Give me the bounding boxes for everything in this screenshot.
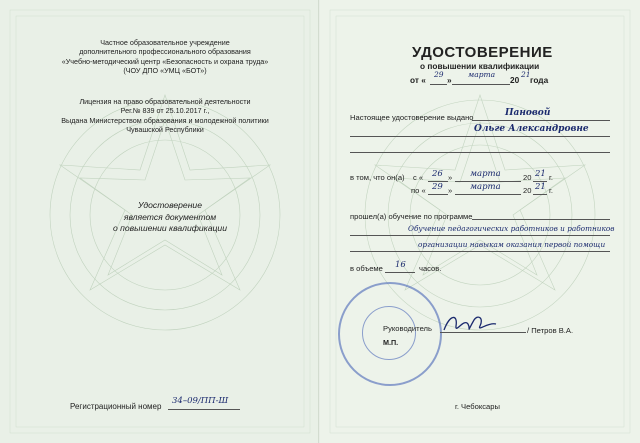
- to-month: марта: [470, 182, 501, 192]
- from-year-abbr: г.: [549, 173, 553, 182]
- surname-underline: [472, 120, 610, 121]
- to-month-underline: [455, 194, 521, 195]
- volume-underline: [385, 272, 415, 273]
- license-line: Рег.№ 839 от 25.10.2017 г.,: [120, 106, 210, 116]
- certificate-title: УДОСТОВЕРЕНИЕ: [412, 44, 553, 61]
- blank-underline: [350, 152, 610, 153]
- from-day: 26: [432, 169, 443, 179]
- license-block: [40, 97, 290, 134]
- date-day-underline: [430, 84, 447, 85]
- registration-label: Регистрационный номер: [70, 402, 162, 411]
- from-label: с «: [413, 173, 424, 182]
- org-line: дополнительного профессионального образования: [79, 47, 251, 57]
- volume-hours: 16: [395, 260, 406, 270]
- license-line: Чувашской Республики: [126, 124, 204, 134]
- from-year: 21: [535, 169, 546, 179]
- to-year-prefix: 20: [523, 186, 532, 195]
- volume-label: в объеме: [350, 264, 383, 273]
- note-line: Удостоверение: [138, 200, 202, 210]
- issued-label: Настоящее удостоверение выдано: [350, 113, 474, 122]
- date-suffix: года: [530, 75, 549, 85]
- certificate-note: [70, 200, 270, 235]
- org-line: (ЧОУ ДПО «УМЦ «БОТ»): [123, 65, 207, 75]
- program-line-2: организации навыкам оказания первой помощи: [418, 240, 606, 249]
- head-name: / Петров В.А.: [527, 326, 574, 335]
- signature-icon: [440, 310, 500, 338]
- to-day-underline: [428, 194, 448, 195]
- date-month: марта: [468, 70, 496, 79]
- registration-underline: [168, 409, 240, 410]
- to-year-abbr: г.: [549, 186, 553, 195]
- program-line-1: Обучение педагогических работников и работников: [408, 224, 615, 233]
- certificate-subtitle: о повышении квалификации: [420, 61, 540, 71]
- to-label: по «: [411, 186, 426, 195]
- name-underline: [350, 136, 610, 137]
- program-label: прошел(а) обучение по программе: [350, 212, 473, 221]
- date-close-quote: »: [447, 75, 452, 85]
- head-label: Руководитель: [383, 324, 432, 333]
- holder-surname: Пановой: [505, 108, 551, 118]
- date-prefix: от «: [410, 75, 426, 85]
- date-year: 21: [521, 70, 531, 79]
- to-year: 21: [535, 182, 546, 192]
- period-label: в том, что он(а): [350, 173, 405, 182]
- org-line: «Учебно-методический центр «Безопасность и охрана труда»: [61, 56, 269, 66]
- official-seal: [338, 282, 442, 386]
- license-line: Выдана Министерством образования и молодежной политики: [61, 115, 269, 125]
- holder-name: Ольге Александровне: [474, 124, 589, 134]
- to-close-quote: »: [448, 186, 453, 195]
- program-underline-1: [472, 219, 610, 220]
- volume-unit: часов.: [419, 264, 442, 273]
- date-day: 29: [434, 70, 444, 79]
- from-month: марта: [470, 169, 501, 179]
- date-month-underline: [452, 84, 510, 85]
- date-year-prefix: 20: [510, 75, 520, 85]
- from-year-prefix: 20: [523, 173, 532, 182]
- city: г. Чебоксары: [455, 402, 500, 411]
- note-line: является документом: [123, 211, 217, 222]
- program-underline-3: [350, 251, 610, 252]
- organization-block: [40, 38, 290, 75]
- to-year-underline: [533, 194, 547, 195]
- to-day: 29: [432, 182, 443, 192]
- registration-number: 34–09/ПП-Ш: [172, 396, 229, 406]
- from-close-quote: »: [448, 173, 453, 182]
- note-line: о повышении квалификации: [112, 223, 227, 233]
- stamp-label: М.П.: [383, 338, 399, 347]
- program-underline-2: [350, 235, 610, 236]
- org-line: Частное образовательное учреждение: [100, 38, 230, 47]
- license-line: Лицензия на право образовательной деятельности: [79, 97, 251, 106]
